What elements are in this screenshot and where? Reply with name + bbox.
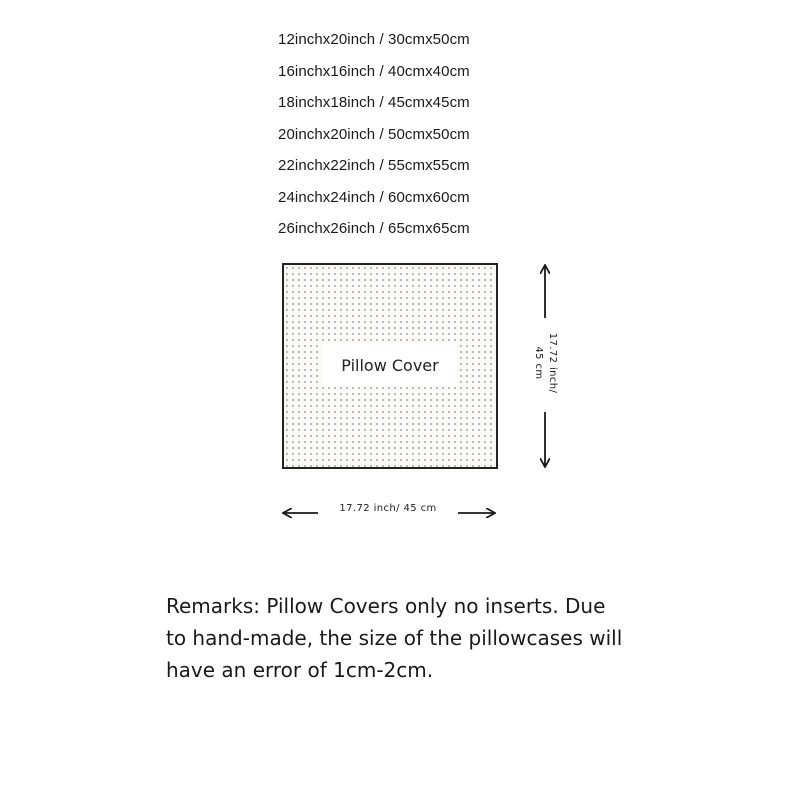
remarks-text	[166, 590, 686, 686]
height-dimension-line1: 17.72 inch/	[547, 332, 558, 394]
remarks-line: have an error of 1cm-2cm.	[166, 658, 434, 682]
size-option: 12inchx20inch / 30cmx50cm	[278, 31, 470, 48]
width-dimension-label: 17.72 inch/ 45 cm	[339, 503, 437, 514]
remarks-line: Remarks: Pillow Covers only no inserts. Due	[166, 594, 606, 618]
size-option: 16inchx16inch / 40cmx40cm	[278, 62, 470, 80]
size-list	[278, 24, 470, 245]
height-dimension-line2: 45 cm	[533, 346, 544, 380]
size-option: 22inchx22inch / 55cmx55cm	[278, 157, 470, 174]
size-option: 26inchx26inch / 65cmx65cm	[278, 220, 470, 237]
size-option: 18inchx18inch / 45cmx45cm	[278, 94, 470, 111]
size-option: 20inchx20inch / 50cmx50cm	[278, 125, 470, 143]
remarks-line: to hand-made, the size of the pillowcases will	[166, 626, 623, 650]
size-option: 24inchx24inch / 60cmx60cm	[278, 188, 470, 206]
pillow-cover-label: Pillow Cover	[322, 343, 458, 387]
